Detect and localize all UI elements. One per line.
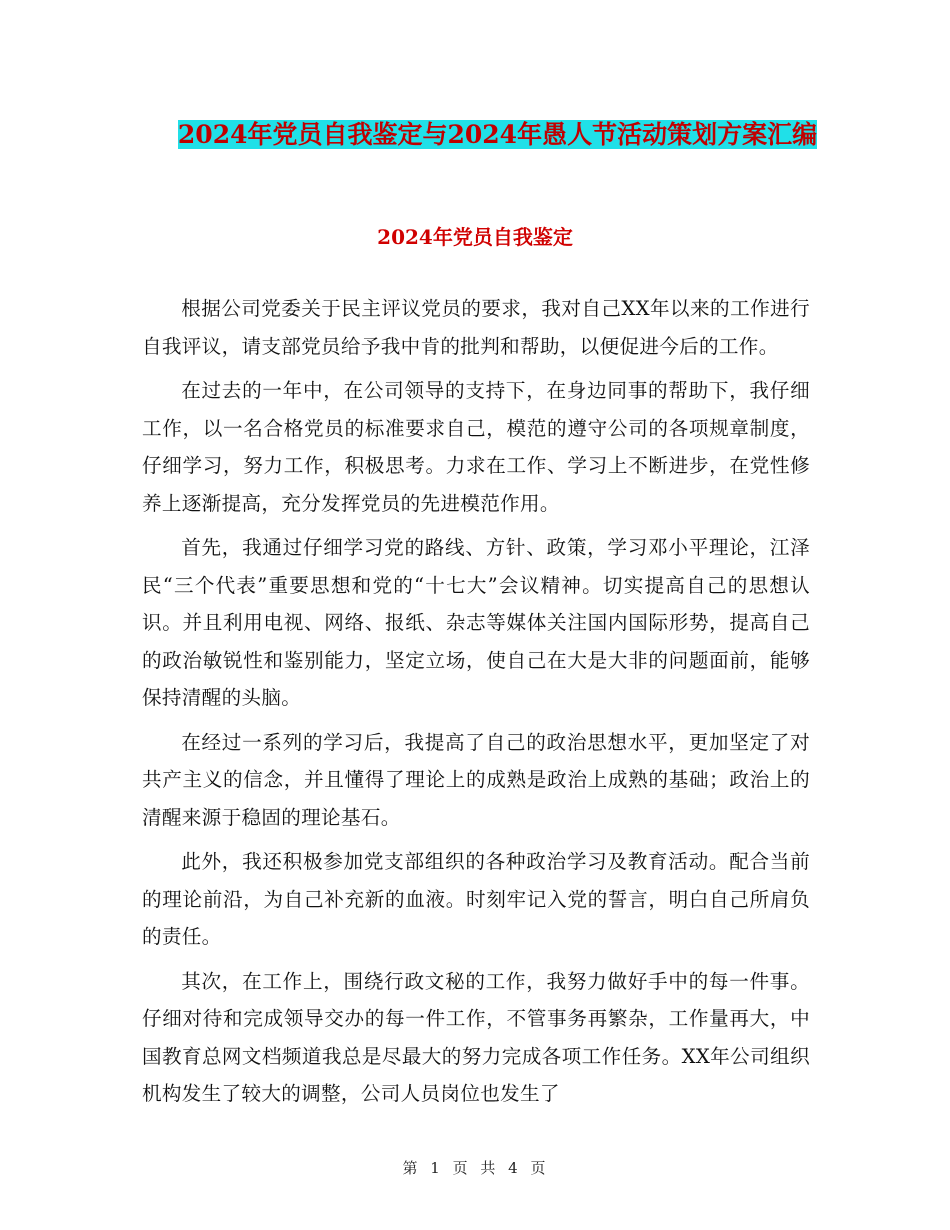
page-footer: 第 1 页 共 4 页 xyxy=(402,1159,548,1177)
paragraph-6: 其次，在工作上，围绕行政文秘的工作，我努力做好手中的每一件事。仔细对待和完成领导交办的每一件工作，不管事务再繁杂，工作量再大，中国教育总网文档频道我总是尽最大的努力完成各项工作任务。XX年公司组织机构发生了较大的调整，公司人员岗位也发生了 xyxy=(142,969,810,1105)
document-body xyxy=(142,290,810,1120)
document-title-text: 2024年党员自我鉴定与2024年愚人节活动策划方案汇编 xyxy=(177,120,818,149)
paragraph-1: 根据公司党委关于民主评议党员的要求，我对自己XX年以来的工作进行自我评议，请支部党员给予我中肯的批判和帮助，以便促进今后的工作。 xyxy=(142,297,810,358)
section-title: 2024年党员自我鉴定 xyxy=(377,225,573,249)
paragraph-2: 在过去的一年中，在公司领导的支持下，在身边同事的帮助下，我仔细工作，以一名合格党员的标准要求自己，模范的遵守公司的各项规章制度，仔细学习，努力工作，积极思考。力求在工作、学习上不断进步，在党性修养上逐渐提高，充分发挥党员的先进模范作用。 xyxy=(142,379,810,515)
paragraph-3: 首先，我通过仔细学习党的路线、方针、政策，学习邓小平理论，江泽民“三个代表”重要思想和党的“十七大”会议精神。切实提高自己的思想认识。并且利用电视、网络、报纸、杂志等媒体关注国内国际形势，提高自己的政治敏锐性和鉴别能力，坚定立场，使自己在大是大非的问题面前，能够保持清醒的头脑。 xyxy=(142,536,810,709)
paragraph-4: 在经过一系列的学习后，我提高了自己的政治思想水平，更加坚定了对共产主义的信念，并且懂得了理论上的成熟是政治上成熟的基础；政治上的清醒来源于稳固的理论基石。 xyxy=(142,730,810,829)
paragraph-5: 此外，我还积极参加党支部组织的各种政治学习及教育活动。配合当前的理论前沿，为自己补充新的血液。时刻牢记入党的誓言，明白自己所肩负的责任。 xyxy=(142,850,810,948)
document-title xyxy=(140,114,855,156)
